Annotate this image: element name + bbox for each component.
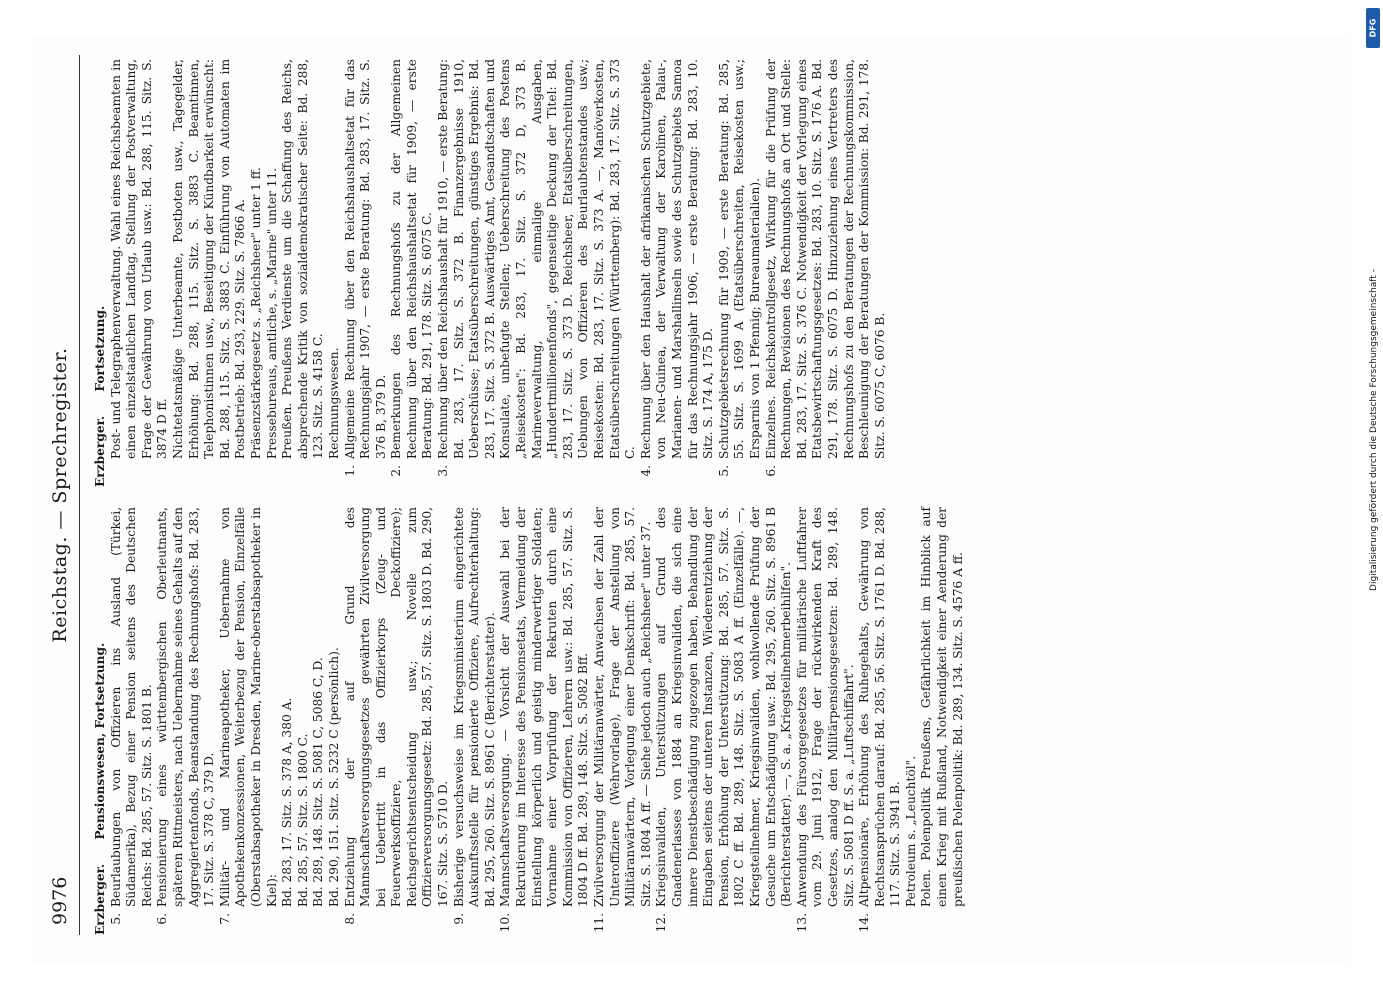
index-entry bbox=[654, 507, 794, 935]
entry-text: Beurlaubungen von Offizieren ins Ausland (Türkei, Südamerika), Bezug einer Pension seitens des Deutschen Reichs: Bd. 285, 57. Sitz. S. 1801 B. bbox=[108, 507, 154, 907]
index-entry bbox=[452, 507, 499, 935]
index-entry bbox=[343, 59, 390, 487]
index-entry bbox=[327, 507, 343, 935]
right-entries bbox=[109, 59, 889, 487]
dfg-logo: DFG bbox=[1366, 8, 1380, 48]
index-entry bbox=[436, 59, 639, 487]
index-entry bbox=[857, 507, 904, 935]
entry-number bbox=[171, 465, 249, 487]
entry-number: 9. bbox=[451, 913, 466, 925]
entry-number bbox=[265, 465, 281, 487]
entry-number: 10. bbox=[498, 913, 513, 933]
entry-text: Entziehung der auf Grund des Mannschaftsversorgungsgesetzes gewährten Zivilversorgung bei Uebertritt in das Offizierkorps (Zeug- und Feuerwerksoffiziere, Deckoffiziere); Reichsgerichtsentscheidung usw.; Novelle zum Offizierversorgungsgesetz: Bd. 285, 57. Sitz. S. 1803 D. Bd. 290, 167. Sitz. S. 5710 D. bbox=[342, 507, 451, 907]
entry-number: 2. bbox=[389, 465, 404, 477]
entry-text: Bd. 283, 17. Sitz. S. 378 A, 380 A. bbox=[280, 697, 295, 907]
entry-text: Pressebureaus, amtliche, s. „Marine" unter 11. bbox=[264, 167, 279, 459]
index-entry bbox=[919, 507, 966, 935]
entry-text: Rechnung über den Reichshaushalt für 1910, — erste Beratung: Bd. 283, 17. Sitz. S. 372 B. Finanzergebnisse 1910, Ueberschüsse; Etatsüberschreitungen, günstiges Ergebnis: Bd. 283, 17. Sitz. S. 372 B. Auswärtiges Amt, Gesandtschaften und Konsulate, unbefugte Stellen; Ueberschreitung des Postens „Reisekosten": Bd. 283, 17. Sitz. S. 372 D, 373 B. Marineverwaltung, einmalige Ausgaben, „Hundertmillionenfonds", gegenseitige Deckung der Titel: Bd. 283, 17. Sitz. S. 373 D. Reichsheer, Etatsüberschreitungen, Uebungen von Offizieren des Beurlaubtenstandes usw.; Reisekosten: Bd. 283, 17. Sitz. S. 373 A. —, Manöverkosten, Etatsüberschreitungen (Württemberg): Bd. 283, 17. Sitz. S. 373 C. bbox=[436, 59, 638, 459]
index-entry bbox=[904, 507, 920, 935]
index-entry bbox=[249, 59, 265, 487]
header-rule bbox=[79, 55, 80, 935]
entry-text: Polen. Polenpolitik Preußens, Gefährlichkeit im Hinblick auf einen Krieg mit Rußland, Notwendigkeit einer Aenderung der preußischen Polenpolitik: Bd. 289, 134. Sitz. S. 4576 A ff. bbox=[919, 507, 965, 907]
index-entry bbox=[795, 507, 857, 935]
entry-text: Allgemeine Rechnung über den Reichshaushaltsetat für das Rechnungsjahr 1907, — erste Beratung: Bd. 283, 17. Sitz. S. 376 B, 379 D. bbox=[342, 59, 388, 459]
index-entry bbox=[389, 59, 436, 487]
entry-text: Mannschaftsversorgung. — Vorsicht der Auswahl bei der Rekrutierung im Interesse des Pensionsetats, Vermeidung der Einstellung körperlich und geistig minderwertiger Soldaten; Vornahme einer Vorprüfung der Rekruten durch eine Kommission von Offizieren, Lehrern usw.: Bd. 285, 57. Sitz. S. 1804 D ff. Bd. 289, 148. Sitz. S. 5082 Bff. bbox=[498, 507, 591, 907]
entry-text: Einzelnes. Reichskontrollgesetz, Wirkung für die Prüfung der Rechnungen, Revisionen des Rechnungshofs an Ort und Stelle: Bd. 283, 17. Sitz. S. 376 C. Notwendigkeit der Vorlegung eines Etatsbewirtschaftungsgesetzes: Bd. 283, 10. Sitz. S. 176 A. Bd. 291, 178. Sitz. S. 6075 D. Hinzuziehung eines Vertreters des Rechnungshofs zu den Beratungen der Rechnungskommission, Beschleunigung der Beratungen der Kommission: Bd. 291, 178. Sitz. S. 6075 C, 6076 B. bbox=[763, 59, 887, 459]
entry-text: Bd. 290, 151. Sitz. S. 5232 C (persönlich). bbox=[326, 647, 341, 907]
entry-number: 12. bbox=[654, 913, 669, 933]
index-entry bbox=[343, 507, 452, 935]
entry-text: Nichtetatsmäßige Unterbeamte, Postboten usw., Tagegelder, Erhöhung: Bd. 288, 115. Sitz. S. 3883 C. Beamtinnen, Telephonistinnen usw., Beseitigung der Kündbarkeit erwünscht: Bd. 288, 115. Sitz. S. 3883 C. Einführung von Automaten im Postbetrieb: Bd. 293, 229. Sitz. S. 7866 A. bbox=[170, 59, 248, 459]
entry-text: Altpensionäre, Erhöhung des Ruhegehalts, Gewährung von Rechtsansprüchen darauf: Bd. 285, 56. Sitz. S. 1761 D. Bd. 288, 117. Sitz. S. 3941 B. bbox=[857, 507, 903, 907]
entry-number: 5. bbox=[108, 913, 123, 925]
entry-number bbox=[280, 913, 296, 935]
entry-text: Präsenzstärkegesetz s. „Reichsheer" unter 1 ff. bbox=[248, 167, 263, 459]
entry-text: Rechnung über den Haushalt der afrikanischen Schutzgebiete, von Neu-Guinea, der Verwaltung der Karolinen, Palau-, Marianen- und Marshallinseln sowie des Schutzgebiets Samoa für das Rechnungsjahr 1906, — erste Beratung: Bd. 283, 10. Sitz. S. 174 A, 175 D. bbox=[638, 59, 716, 459]
entry-number: 3. bbox=[436, 465, 451, 477]
entry-text: Kriegsinvaliden, Unterstützungen auf Grund des Gnadenerlasses von 1884 an Kriegsinvaliden, die sich eine innere Dienstbeschädigung zugezogen haben, Behandlung der Eingaben seitens der unteren Instanzen, Wiederentziehung der Pension, Erhöhung der Unterstützung: Bd. 285, 57. Sitz. S. 1802 C ff. Bd. 289, 148. Sitz. S. 5083 A ff. (Einzelfälle). —, Kriegsteilnehmer, Kriegsinvaliden, wohlwollende Prüfung der Gesuche um Entschädigung usw.: Bd. 295, 260. Sitz. S. 8961 B (Berichterstatter). —, S. a. „Kriegsteilnehmerbeihilfen". bbox=[654, 507, 794, 907]
entry-number bbox=[280, 465, 327, 487]
index-entry bbox=[109, 59, 171, 487]
entry-text: Bd. 289, 148. Sitz. S. 5081 C, 5086 C, D. bbox=[311, 657, 326, 907]
entry-text: Bemerkungen des Rechnungshofs zu der Allgemeinen Rechnung über den Reichshaushaltsetat für 1909, — erste Beratung: Bd. 291, 178. Sitz. S. 6075 C. bbox=[389, 59, 435, 459]
page-number: 9976 bbox=[49, 876, 71, 925]
entry-number bbox=[904, 913, 920, 935]
running-header bbox=[49, 65, 75, 925]
entry-number: 14. bbox=[857, 913, 872, 933]
entry-text: Bisherige versuchsweise im Kriegsministerium eingerichtete Auskunftsstelle für pensionierte Offiziere, Aufrechterhaltung: Bd. 295, 260. Sitz. S. 8961 C (Berichterstatter). bbox=[451, 507, 497, 907]
entry-text: Zivilversorgung der Militäranwärter, Anwachsen der Zahl der Unteroffiziere (Wehrvorlage), Frage der Anstellung von Militäranwärtern, Vorlegung einer Denkschrift: Bd. 285, 57. Sitz. S. 1804 A ff. — Siehe jedoch auch „Reichsheer" unter 37. bbox=[592, 507, 653, 907]
entry-number bbox=[919, 913, 966, 935]
running-title: Reichstag. — Sprechregister. bbox=[49, 347, 71, 643]
index-entry bbox=[218, 507, 280, 935]
entry-number: 6. bbox=[763, 465, 778, 477]
entry-text: Rechnungswesen. bbox=[326, 347, 341, 459]
index-entry bbox=[171, 59, 249, 487]
entry-text: Preußen. Preußens Verdienste um die Schaffung des Reichs, absprechende Kritik von sozialdemokratischer Seite: Bd. 288, 123. Sitz. S. 4158 C. bbox=[280, 59, 326, 459]
left-topic: Pensionswesen, Fortsetzung. bbox=[93, 642, 107, 840]
index-entry bbox=[592, 507, 654, 935]
entry-number: 6. bbox=[155, 913, 170, 925]
entry-text: Militär- und Marineapotheker, Uebernahme von Apothekenkonzessionen, Weiterbezug der Pension, Einzelfälle (Oberstabsapotheker in Dresden, Marine-oberstabsapotheker in Kiel): bbox=[217, 507, 279, 907]
index-entry bbox=[155, 507, 217, 935]
index-entry bbox=[498, 507, 592, 935]
entry-text: Bd. 285, 57. Sitz. S. 1800 C. bbox=[295, 733, 310, 907]
entry-number: 4. bbox=[638, 465, 653, 477]
entry-text: Schutzgebietsrechnung für 1909, — erste Beratung: Bd. 285, 55. Sitz. S. 1699 A (Etatsüberschreiten, Reisekosten usw.; Ersparnis von 1 Pfennig; Bureaumaterialien). bbox=[716, 59, 762, 459]
left-speaker-name: Erzberger. bbox=[93, 863, 107, 935]
entry-number bbox=[296, 913, 312, 935]
entry-number bbox=[249, 465, 265, 487]
index-entry bbox=[265, 59, 281, 487]
index-entry bbox=[311, 507, 327, 935]
entry-number: 7. bbox=[217, 913, 232, 925]
index-entry bbox=[717, 59, 764, 487]
index-entry bbox=[327, 59, 343, 487]
right-column bbox=[93, 59, 888, 487]
entry-text: Anwendung des Fürsorgegesetzes für militärische Luftfahrer vom 29. Juni 1912, Frage der rückwirkenden Kraft des Gesetzes, analog den Militärpensionsgesetzen: Bd. 289, 148. Sitz. S. 5081 D ff. S. a. „Luftschiffahrt". bbox=[794, 507, 856, 907]
entry-text: Post- und Telegraphenverwaltung. Wahl eines Reichsbeamten in einen einzelstaatlichen Landtag, Stellung der Postverwaltung, Frage der Gewährung von Urlaub usw.: Bd. 288, 115. Sitz. S. 3874 D ff. bbox=[108, 59, 170, 459]
entry-text: Petroleum s. „Leuchtöl". bbox=[903, 755, 918, 907]
sidebar-strip bbox=[1366, 0, 1382, 1000]
right-heading bbox=[93, 59, 109, 487]
entry-number: 11. bbox=[592, 913, 606, 933]
left-heading bbox=[93, 507, 109, 935]
entry-text: Pensionierung eines württembergischen Oberleutnants, späteren Rittmeisters, nach Uebernahme seines Gehalts auf den Aggregiertenfonds, Beanstandung des Rechnungshofs: Bd. 283, 17. Sitz. S. 378 C, 379 D. bbox=[155, 507, 217, 907]
left-entries bbox=[109, 507, 967, 935]
index-entry bbox=[280, 59, 327, 487]
index-entry bbox=[764, 59, 889, 487]
left-column bbox=[93, 507, 966, 935]
entry-number bbox=[327, 465, 343, 487]
index-entry bbox=[109, 507, 156, 935]
entry-number: 1. bbox=[342, 465, 357, 477]
entry-number bbox=[327, 913, 343, 935]
right-speaker-name: Erzberger. bbox=[93, 415, 107, 487]
right-topic: Fortsetzung. bbox=[93, 305, 107, 392]
index-entry bbox=[639, 59, 717, 487]
index-entry bbox=[296, 507, 312, 935]
index-entry bbox=[280, 507, 296, 935]
entry-number bbox=[109, 465, 171, 487]
entry-number bbox=[311, 913, 327, 935]
digitization-note: Digitalisierung gefördert durch die Deutsche Forschungsgemeinschaft - bbox=[1369, 269, 1379, 591]
document-page bbox=[31, 35, 1351, 965]
entry-number: 5. bbox=[716, 465, 731, 477]
entry-number: 8. bbox=[342, 913, 357, 925]
entry-number: 13. bbox=[794, 913, 809, 933]
